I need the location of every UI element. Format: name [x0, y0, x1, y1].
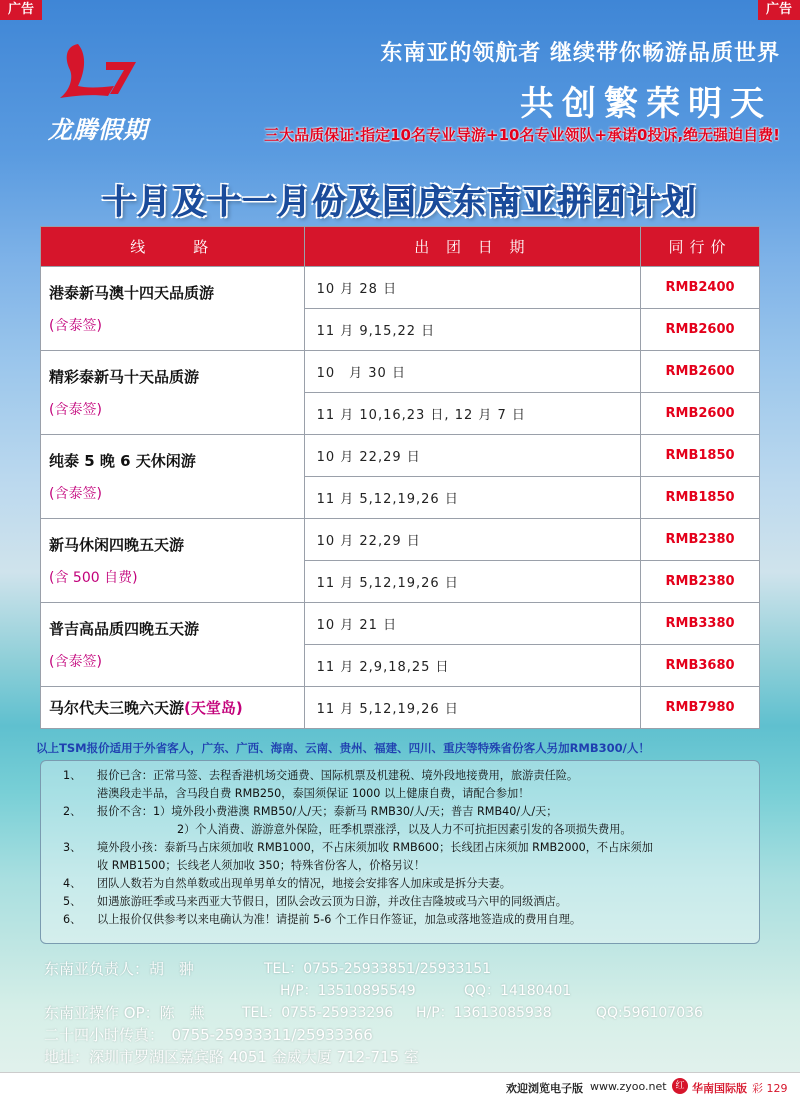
price: RMB2600	[641, 393, 760, 435]
route-cell	[41, 603, 305, 687]
header-price: 同行价	[641, 227, 760, 267]
quality-guarantee: 三大品质保证:指定10名专业导游+10名专业领队+承诺0投诉,绝无强迫自费!	[264, 126, 780, 144]
footer-site-link[interactable]: www.zyoo.net	[590, 1080, 667, 1093]
departure-date: 11 月 5,12,19,26 日	[304, 687, 641, 729]
table-row	[41, 435, 760, 477]
note-number: 4、	[63, 877, 82, 890]
route-note: (含泰签)	[49, 402, 102, 418]
op-mobile: H/P：13613085938	[416, 1005, 552, 1021]
note-item	[49, 911, 751, 929]
departure-date: 10 月 22,29 日	[304, 435, 641, 477]
manager-mobile: H/P：13510895549	[280, 983, 416, 999]
note-text: 报价已含：正常马签、去程香港机场交通费、国际机票及机建税、境外段地接费用，旅游责任险。	[97, 769, 579, 782]
table-row	[41, 267, 760, 309]
departure-date: 11 月 9,15,22 日	[304, 309, 641, 351]
route-cell	[41, 435, 305, 519]
price: RMB3680	[641, 645, 760, 687]
price: RMB1850	[641, 477, 760, 519]
slogan-line1: 东南亚的领航者 继续带你畅游品质世界	[380, 41, 780, 66]
note-text: 团队人数若为自然单数或出现单男单女的情况，地接会安排客人加床或是拆分夫妻。	[97, 877, 511, 890]
fax: 二十四小时传真： 0755-25933311/25933366	[44, 1026, 373, 1044]
note-item	[49, 875, 751, 893]
route-name: 新马休闲四晚五天游	[49, 536, 185, 554]
route-name: 普吉高品质四晚五天游	[49, 620, 200, 638]
route-name: 精彩泰新马十天品质游	[49, 368, 200, 386]
header-date: 出 团 日 期	[304, 227, 641, 267]
footer-welcome: 欢迎浏览电子版	[506, 1082, 583, 1095]
manager-name: 东南亚负责人：胡 翀	[44, 960, 195, 978]
note-text: 如遇旅游旺季或马来西亚大节假日，团队会改云顶为日游，并改住吉隆坡或马六甲的同级酒店。	[97, 895, 567, 908]
ad-label-right: 广告	[758, 0, 800, 20]
manager-tel: TEL：0755-25933851/25933151	[264, 961, 492, 977]
table-header-row	[41, 227, 760, 267]
route-name: 港泰新马澳十四天品质游	[49, 284, 215, 302]
op-tel: TEL：0755-25933296	[242, 1005, 394, 1021]
op-qq: QQ:596107036	[596, 1005, 703, 1021]
note-text: 以上报价仅供参考以来电确认为准！请提前 5-6 个工作日作签证，加急或落地签造成的费用自理。	[97, 913, 582, 926]
header-route: 线 路	[41, 227, 305, 267]
route-note: (含泰签)	[49, 318, 102, 334]
departure-date: 11 月 5,12,19,26 日	[304, 477, 641, 519]
note-item	[49, 767, 751, 785]
route-cell	[41, 519, 305, 603]
price: RMB2400	[641, 267, 760, 309]
route-cell	[41, 687, 305, 729]
price-notes-box	[40, 760, 760, 944]
price: RMB7980	[641, 687, 760, 729]
price: RMB2380	[641, 561, 760, 603]
op-name: 东南亚操作 OP：陈 燕	[44, 1004, 205, 1022]
note-text: 报价不含：1）境外段小费港澳 RMB50/人/天；泰新马 RMB30/人/天；普吉 RMB40/人/天；	[97, 805, 558, 818]
departure-date: 10 月 30 日	[304, 351, 641, 393]
tour-schedule-table	[40, 226, 760, 729]
departure-date: 10 月 21 日	[304, 603, 641, 645]
note-continuation: 港澳段走半品，含马段自费 RMB250，泰国须保证 1000 以上健康自费，请配合参加！	[97, 787, 530, 800]
note-number: 5、	[63, 895, 82, 908]
departure-date: 11 月 10,16,23 日, 12 月 7 日	[304, 393, 641, 435]
route-cell	[41, 351, 305, 435]
note-text: 境外段小孩：泰新马占床须加收 RMB1000，不占床须加收 RMB600；长线团占床须加 RMB2000，不占床须加	[97, 841, 653, 854]
departure-date: 11 月 5,12,19,26 日	[304, 561, 641, 603]
price: RMB2600	[641, 351, 760, 393]
manager-qq: QQ：14180401	[464, 983, 572, 999]
note-number: 2、	[63, 805, 82, 818]
ad-label-left: 广告	[0, 0, 42, 20]
table-row	[41, 519, 760, 561]
route-note: (含 500 自费)	[49, 570, 138, 586]
note-number: 1、	[63, 769, 82, 782]
page-number: 彩 129	[752, 1082, 788, 1095]
price: RMB3380	[641, 603, 760, 645]
note-number: 6、	[63, 913, 82, 926]
note-continuation: 收 RMB1500；长线老人须加收 350；特殊省份客人，价格另议！	[97, 859, 426, 872]
contact-manager-mobile-row	[44, 980, 784, 1002]
route-name-text: 马尔代夫三晚六天游	[49, 699, 185, 717]
brand-name: 龙腾假期	[48, 116, 148, 144]
contact-address-row	[44, 1046, 784, 1068]
route-note: (含泰签)	[49, 486, 102, 502]
contact-op-row	[44, 1002, 784, 1024]
contact-manager-row	[44, 958, 784, 980]
route-name	[49, 697, 304, 718]
note-item	[49, 803, 751, 821]
table-row	[41, 351, 760, 393]
page-title: 十月及十一月份及国庆东南亚拼团计划	[102, 182, 698, 221]
route-name: 纯泰 5 晚 6 天休闲游	[49, 452, 196, 470]
price: RMB2600	[641, 309, 760, 351]
table-row	[41, 603, 760, 645]
route-cell	[41, 267, 305, 351]
departure-date: 10 月 28 日	[304, 267, 641, 309]
note-item	[49, 893, 751, 911]
slogan-line2: 共创繁荣明天	[520, 84, 772, 124]
footer-badge-icon: 红	[672, 1078, 688, 1094]
route-name-highlight: (天堂岛)	[184, 699, 243, 717]
price: RMB2380	[641, 519, 760, 561]
contact-fax-row	[44, 1024, 784, 1046]
brand-logo	[28, 36, 158, 146]
dragon-logo-icon	[48, 36, 148, 116]
footer-magazine: 华南国际版	[692, 1082, 747, 1095]
table-row	[41, 687, 760, 729]
page-footer	[0, 1072, 800, 1100]
departure-date: 10 月 22,29 日	[304, 519, 641, 561]
note-number: 3、	[63, 841, 82, 854]
note-continuation: 2）个人消费、游游意外保险，旺季机票涨浮，以及人力不可抗拒因素引发的各项损失费用。	[177, 823, 632, 836]
note-item	[49, 839, 751, 857]
address: 地址：深圳市罗湖区嘉宾路 4051 金威大厦 712-715 室	[44, 1048, 419, 1066]
price: RMB1850	[641, 435, 760, 477]
route-note: (含泰签)	[49, 654, 102, 670]
departure-date: 11 月 2,9,18,25 日	[304, 645, 641, 687]
contact-info	[44, 958, 784, 1068]
tsm-price-note: 以上TSM报价适用于外省客人，广东、广西、海南、云南、贵州、福建、四川、重庆等特殊省份客人另加RMB300/人！	[36, 741, 650, 755]
